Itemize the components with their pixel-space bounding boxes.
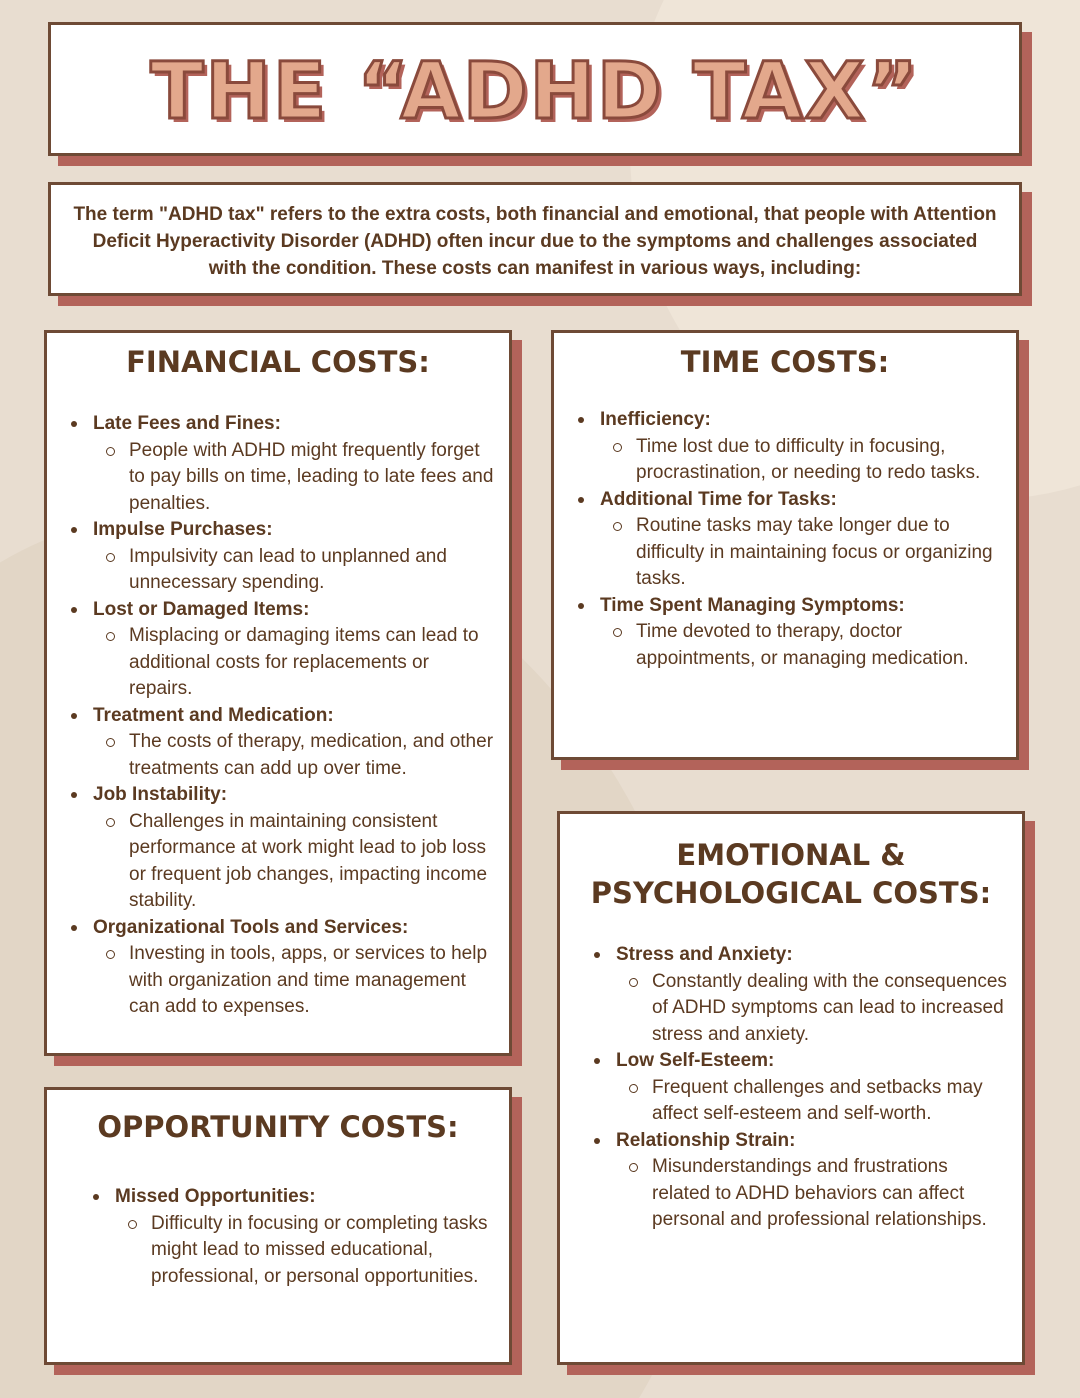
list-item: [47, 703, 509, 783]
list-item: [69, 1184, 509, 1290]
item-heading: Time Spent Managing Symptoms:: [554, 593, 1016, 620]
item-description: People with ADHD might frequently forget to pay bills on time, leading to late fees and penalties.: [47, 438, 509, 518]
financial-costs-list: [47, 411, 509, 1021]
item-heading: Impulse Purchases:: [47, 517, 509, 544]
item-heading: Low Self-Esteem:: [570, 1048, 1022, 1075]
list-item: [47, 915, 509, 1021]
financial-costs-panel: [44, 330, 512, 1056]
time-costs-heading: TIME COSTS:: [680, 345, 890, 379]
emotional-heading-line1: EMOTIONAL &: [676, 838, 906, 872]
emotional-costs-list: [560, 942, 1022, 1234]
emotional-heading-line2: PSYCHOLOGICAL COSTS:: [590, 876, 992, 910]
financial-costs-heading: FINANCIAL COSTS:: [126, 345, 430, 379]
item-heading: Missed Opportunities:: [69, 1184, 509, 1211]
opportunity-costs-heading: OPPORTUNITY COSTS:: [97, 1110, 459, 1144]
list-item: [47, 517, 509, 597]
list-item: [570, 1048, 1022, 1128]
list-item: [554, 593, 1016, 673]
list-item: [570, 942, 1022, 1048]
item-description: Frequent challenges and setbacks may affect self-esteem and self-worth.: [570, 1075, 1022, 1128]
item-description: Time devoted to therapy, doctor appointments, or managing medication.: [554, 619, 1016, 672]
list-item: [47, 782, 509, 915]
item-description: Constantly dealing with the consequences of ADHD symptoms can lead to increased stress and anxiety.: [570, 969, 1022, 1049]
item-heading: Late Fees and Fines:: [47, 411, 509, 438]
item-description: Time lost due to difficulty in focusing, procrastination, or needing to redo tasks.: [554, 434, 1016, 487]
opportunity-costs-panel: [44, 1087, 512, 1365]
item-heading: Treatment and Medication:: [47, 703, 509, 730]
item-heading: Inefficiency:: [554, 407, 1016, 434]
list-item: [47, 411, 509, 517]
time-costs-list: [554, 407, 1016, 672]
item-description: Impulsivity can lead to unplanned and unnecessary spending.: [47, 544, 509, 597]
list-item: [47, 597, 509, 703]
item-heading: Organizational Tools and Services:: [47, 915, 509, 942]
time-costs-panel: [551, 330, 1019, 760]
item-heading: Job Instability:: [47, 782, 509, 809]
item-description: The costs of therapy, medication, and other treatments can add up over time.: [47, 729, 509, 782]
opportunity-costs-list: [47, 1184, 509, 1290]
item-heading: Stress and Anxiety:: [570, 942, 1022, 969]
item-description: Misunderstandings and frustrations related to ADHD behaviors can affect personal and professional relationships.: [570, 1154, 1022, 1234]
intro-text: The term "ADHD tax" refers to the extra costs, both financial and emotional, that people with Attention Deficit Hyperactivity Disorder (ADHD) often incur due to the symptoms and challenges associated with the condition. These costs can manifest in various ways, including:: [73, 204, 997, 279]
emotional-costs-heading: [560, 836, 1022, 912]
intro-panel: [48, 182, 1022, 296]
item-description: Difficulty in focusing or completing tasks might lead to missed educational, professional, or personal opportunities.: [69, 1211, 509, 1291]
item-description: Challenges in maintaining consistent performance at work might lead to job loss or frequent job changes, impacting income stability.: [47, 809, 509, 915]
list-item: [570, 1128, 1022, 1234]
list-item: [554, 407, 1016, 487]
page-title: THE “ADHD TAX”: [150, 47, 920, 137]
title-banner: [48, 22, 1022, 156]
item-heading: Additional Time for Tasks:: [554, 487, 1016, 514]
item-heading: Lost or Damaged Items:: [47, 597, 509, 624]
item-description: Routine tasks may take longer due to difficulty in maintaining focus or organizing tasks.: [554, 513, 1016, 593]
item-description: Misplacing or damaging items can lead to additional costs for replacements or repairs.: [47, 623, 509, 703]
list-item: [554, 487, 1016, 593]
item-heading: Relationship Strain:: [570, 1128, 1022, 1155]
item-description: Investing in tools, apps, or services to help with organization and time management can add to expenses.: [47, 941, 509, 1021]
emotional-costs-panel: [557, 811, 1025, 1365]
